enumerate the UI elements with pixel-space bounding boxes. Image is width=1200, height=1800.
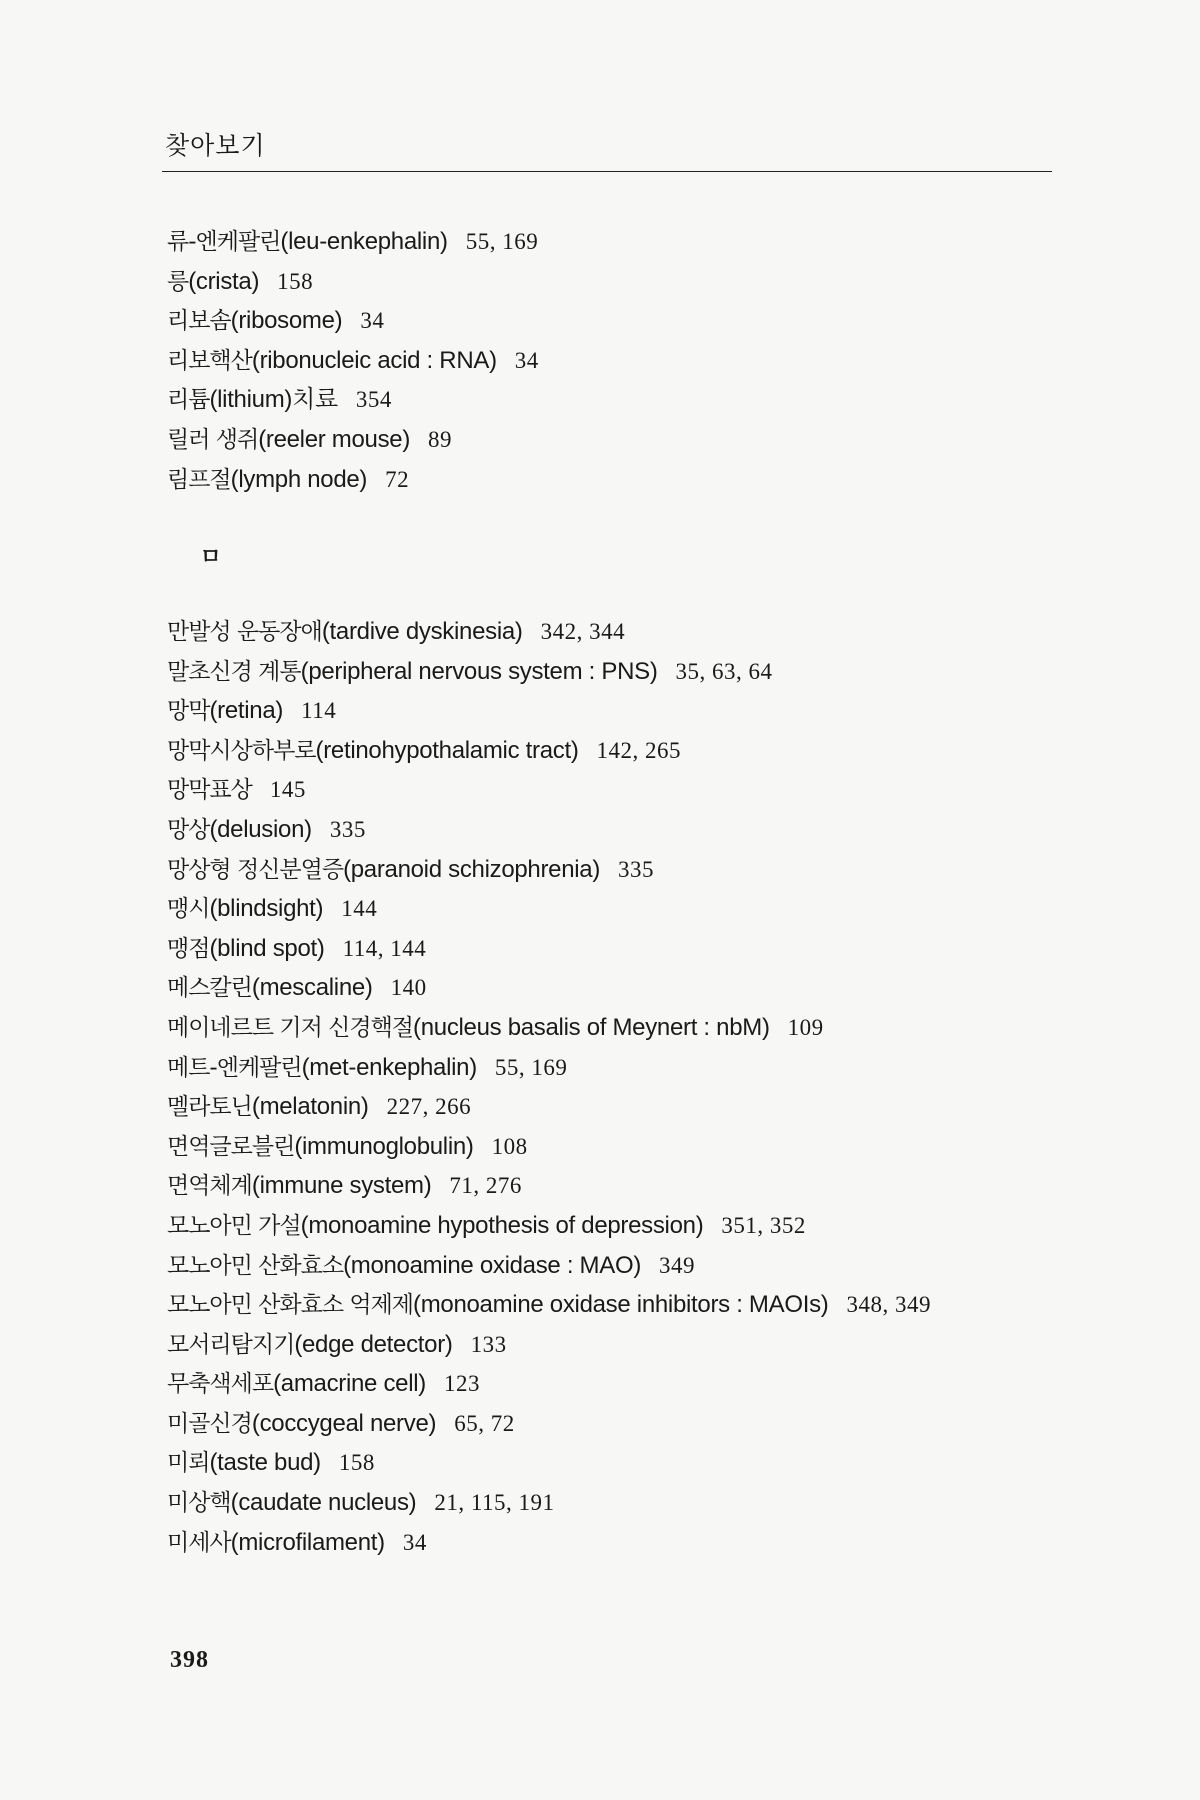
index-entry	[167, 380, 1167, 420]
entry-page-refs: 114	[301, 698, 337, 724]
entry-page-refs: 342, 344	[540, 619, 626, 644]
entry-page-refs: 123	[443, 1371, 480, 1397]
entry-term-english: (ribosome)	[230, 307, 343, 335]
entry-term-english: (coccygeal nerve)	[251, 1409, 437, 1437]
index-entry	[167, 691, 1167, 731]
entry-term-korean: 멜라토닌	[167, 1094, 252, 1121]
index-entry	[167, 1206, 1167, 1246]
entry-term-english: (blind spot)	[209, 934, 325, 962]
index-entry	[167, 1483, 1167, 1523]
entry-term-korean: 면역글로블린	[167, 1133, 295, 1160]
entry-term-english: (monoamine oxidase : MAO)	[343, 1251, 642, 1279]
index-entry	[167, 262, 1167, 302]
entry-term-korean: 망막시상하부로	[167, 737, 316, 764]
index-entry	[167, 1325, 1167, 1365]
entry-page-refs: 34	[402, 1529, 427, 1555]
entry-page-refs: 351, 352	[721, 1212, 806, 1238]
index-entry	[167, 1166, 1167, 1206]
entry-page-refs: 109	[787, 1014, 824, 1040]
entry-term-english: (lymph node)	[230, 465, 368, 493]
entry-term-korean: 면역체계	[167, 1173, 252, 1200]
entry-term-english: (delusion)	[209, 815, 312, 843]
entry-term-korean: 미뢰	[167, 1450, 210, 1477]
index-entries-before	[167, 222, 1167, 499]
entry-page-refs: 335	[329, 816, 366, 842]
entry-page-refs: 65, 72	[454, 1410, 515, 1436]
entry-term-english: (nucleus basalis of Meynert : nbM)	[413, 1013, 770, 1041]
entry-page-refs: 140	[390, 975, 427, 1001]
index-entry	[167, 341, 1167, 381]
header-rule	[162, 171, 1052, 172]
entry-page-refs: 354	[355, 387, 392, 413]
index-entry	[167, 1404, 1167, 1444]
index-entry	[167, 770, 1167, 810]
entry-page-refs: 158	[338, 1450, 375, 1476]
entry-term-korean: 말초신경 계통	[167, 658, 301, 685]
index-entry	[167, 612, 1167, 652]
index-entry	[167, 222, 1167, 262]
page-number: 398	[170, 1647, 209, 1673]
entry-term-korean: 만발성 운동장애	[167, 619, 322, 645]
index-entry	[167, 652, 1167, 692]
entry-page-refs: 144	[341, 896, 378, 922]
entry-term-korean: 모서리탐지기	[167, 1331, 295, 1358]
entry-term-korean: 모노아민 가설	[167, 1212, 301, 1239]
entry-term-english: (blindsight)	[209, 895, 324, 923]
entry-term-korean: 망막표상	[167, 777, 252, 804]
entry-term-korean: 메트-엔케팔린	[167, 1054, 302, 1081]
entry-term-korean: 리튬	[167, 387, 210, 414]
entry-term-korean: 맹시	[167, 896, 210, 923]
entry-term-english: (mescaline)	[251, 974, 373, 1002]
index-entry	[167, 1127, 1167, 1167]
entry-page-refs: 348, 349	[846, 1292, 931, 1318]
entry-term-english: (retina)	[209, 697, 284, 725]
entry-page-refs: 71, 276	[449, 1173, 522, 1199]
entry-page-refs: 89	[428, 426, 453, 452]
entry-page-refs: 34	[514, 347, 539, 373]
entry-term-english: (peripheral nervous system : PNS)	[300, 657, 658, 685]
entry-term-english: (melatonin)	[251, 1093, 369, 1121]
entry-term-english: (monoamine oxidase inhibitors : MAOIs)	[413, 1291, 829, 1319]
index-entry	[167, 1285, 1167, 1325]
entry-term-korean: 메이네르트 기저 신경핵절	[167, 1014, 414, 1041]
entry-page-refs: 142, 265	[596, 737, 682, 763]
entry-term-korean: 모노아민 산화효소	[167, 1252, 344, 1279]
entry-term-korean: 림프절	[167, 466, 231, 493]
entry-term-korean: 리보솜	[167, 308, 231, 335]
entry-page-refs: 158	[277, 268, 314, 294]
running-header: 찾아보기	[165, 131, 266, 160]
index-entry	[167, 1008, 1167, 1048]
index-entry	[167, 889, 1167, 929]
entry-page-refs: 55, 169	[494, 1054, 568, 1080]
entry-term-english: (paranoid schizophrenia)	[343, 855, 601, 883]
entry-page-refs: 133	[470, 1331, 507, 1357]
entry-term-korean: 망상	[167, 816, 210, 843]
entry-page-refs: 55, 169	[465, 229, 539, 254]
entry-term-english: (microfilament)	[230, 1528, 385, 1556]
index-entry	[167, 1364, 1167, 1404]
entry-term-english: (crista)	[188, 267, 260, 295]
index-entry	[167, 1523, 1167, 1563]
entry-term-korean: 리보핵산	[167, 347, 252, 374]
entry-page-refs: 145	[269, 777, 306, 803]
entry-term-korean: 미상핵	[167, 1490, 231, 1517]
entry-page-refs: 72	[385, 466, 410, 492]
entry-term-english: (lithium)치료	[209, 386, 338, 414]
entry-term-english: (immunoglobulin)	[294, 1132, 474, 1160]
entry-term-english: (leu-enkephalin)	[280, 228, 448, 255]
index-entries-mieum	[167, 612, 1167, 1562]
index-entry	[167, 301, 1167, 341]
index-entry	[167, 1246, 1167, 1286]
entry-term-korean: 망상형 정신분열증	[167, 856, 344, 883]
index-entry	[167, 420, 1167, 460]
index-entry	[167, 1087, 1167, 1127]
entry-page-refs: 349	[659, 1252, 696, 1278]
entry-term-korean: 무축색세포	[167, 1371, 274, 1398]
entry-page-refs: 114, 144	[342, 935, 427, 961]
entry-term-korean: 미세사	[167, 1529, 231, 1556]
entry-page-refs: 108	[491, 1133, 528, 1159]
entry-term-english: (retinohypothalamic tract)	[315, 736, 579, 764]
entry-term-english: (amacrine cell)	[273, 1370, 426, 1398]
entry-term-korean: 릉	[167, 268, 189, 295]
index-entry	[167, 850, 1167, 890]
entry-page-refs: 21, 115, 191	[434, 1490, 555, 1516]
entry-page-refs: 35, 63, 64	[675, 658, 773, 684]
index-entry	[167, 929, 1167, 969]
entry-term-english: (edge detector)	[294, 1330, 453, 1358]
entry-page-refs: 335	[618, 856, 655, 882]
index-entry	[167, 731, 1167, 771]
section-letter: ㅁ	[200, 545, 222, 570]
entry-term-english: (caudate nucleus)	[230, 1489, 417, 1517]
entry-term-english: (taste bud)	[209, 1449, 321, 1477]
entry-term-korean: 모노아민 산화효소 억제제	[167, 1292, 414, 1319]
entry-term-korean: 메스칼린	[167, 975, 252, 1002]
entry-term-english: (immune system)	[251, 1172, 432, 1200]
entry-term-english: (ribonucleic acid : RNA)	[251, 346, 497, 374]
entry-term-korean: 릴러 생쥐	[167, 426, 259, 453]
entry-term-korean: 망막	[167, 698, 210, 725]
entry-term-english: (met-enkephalin)	[301, 1053, 477, 1081]
entry-term-korean: 류-엔케팔린	[167, 229, 281, 255]
entry-term-english: (monoamine hypothesis of depression)	[300, 1211, 704, 1239]
index-entry	[167, 810, 1167, 850]
entry-page-refs: 34	[360, 308, 385, 334]
entry-term-english: (tardive dyskinesia)	[321, 618, 523, 645]
entry-term-korean: 맹점	[167, 935, 210, 962]
index-entry	[167, 968, 1167, 1008]
index-entry	[167, 1443, 1167, 1483]
entry-term-english: (reeler mouse)	[258, 425, 411, 453]
entry-page-refs: 227, 266	[386, 1094, 472, 1120]
index-entry	[167, 1048, 1167, 1088]
index-entry	[167, 460, 1167, 500]
entry-term-korean: 미골신경	[167, 1410, 252, 1437]
